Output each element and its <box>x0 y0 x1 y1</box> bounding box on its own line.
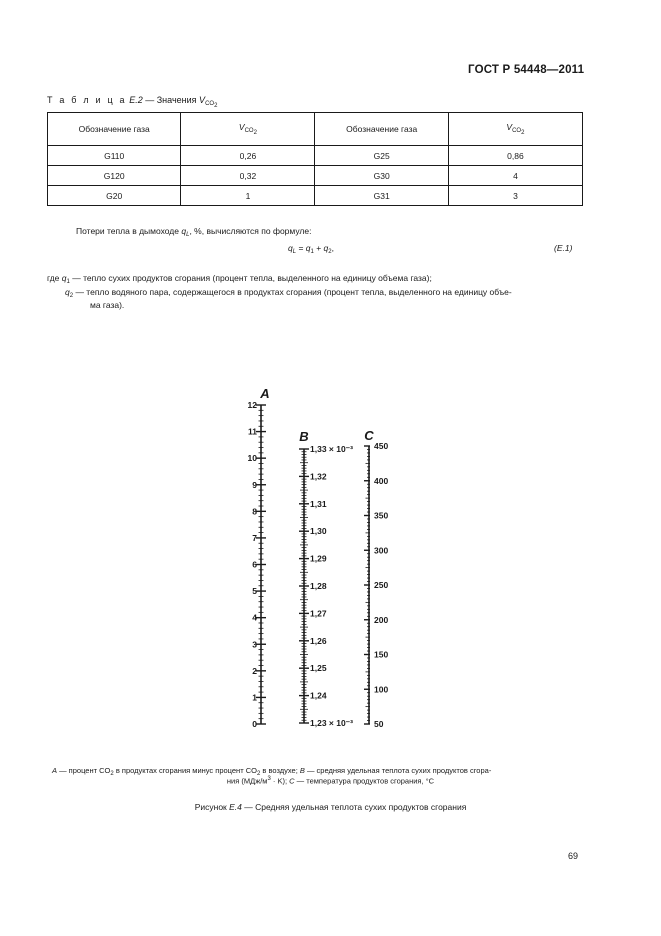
axis-a-label: A <box>260 386 270 401</box>
axis-c-tick-label: 400 <box>374 475 389 486</box>
where1-sub: 1 <box>66 279 70 285</box>
axis-b-tick-label: 1,32 <box>310 471 327 482</box>
legend-a-sub2: 2 <box>256 771 261 777</box>
table-caption-sub-text: CO <box>205 101 215 107</box>
axis-b-tick-label: 1,25 <box>310 663 327 674</box>
legend-b-letter: B <box>299 766 305 775</box>
axis-a-tick-label: 8 <box>252 506 257 517</box>
table-caption-subsub: 2 <box>214 103 218 109</box>
formula-number: (E.1) <box>554 243 573 253</box>
axis-a <box>248 386 270 729</box>
axis-c-tick-label: 200 <box>374 614 389 625</box>
where-line-3: ма газа). <box>90 300 125 310</box>
formula-end: , <box>331 243 334 253</box>
cell-gas1: G20 <box>48 186 181 206</box>
header-v-2-sub-text: CO <box>512 128 522 134</box>
intro-text-a: Потери тепла в дымоходе <box>76 226 182 236</box>
axis-b-tick-label: 1,31 <box>310 498 327 509</box>
legend-line2-b: · K); <box>270 776 290 786</box>
axis-a-tick-label: 6 <box>252 559 257 570</box>
axis-a-tick-label: 0 <box>252 719 257 729</box>
table-caption-text: — Значения <box>145 95 197 105</box>
figure-caption <box>0 802 661 812</box>
formula-t2-sub: 2 <box>328 249 332 255</box>
header-v-2-subsub: 2 <box>521 130 525 136</box>
axis-b-tick-label: 1,33 × 10⁻³ <box>310 444 354 454</box>
figure-caption-prefix: Рисунок <box>194 802 230 812</box>
header-gas-1: Обозначение газа <box>48 113 181 146</box>
axis-b-tick-label: 1,24 <box>310 690 327 701</box>
axis-a-tick-label: 5 <box>252 586 257 597</box>
header-v-2-symbol: V <box>506 122 513 132</box>
cell-v1: 1 <box>181 186 315 206</box>
where1-text: — тепло сухих продуктов сгорания (процент тепла, выделенного на единицу объема газа); <box>69 273 432 283</box>
axis-a-tick-label: 11 <box>248 426 257 437</box>
header-gas-2: Обозначение газа <box>315 113 448 146</box>
axis-a-tick-label: 7 <box>252 532 257 543</box>
header-v-1-subsub: 2 <box>253 130 257 136</box>
legend-a-sub: 2 <box>110 771 114 777</box>
legend-a-text2: в продуктах сгорания минус процент CO <box>113 766 257 775</box>
intro-sub: L <box>186 232 190 238</box>
axis-a-tick-label: 4 <box>252 612 257 623</box>
axis-c-tick-label: 100 <box>374 684 389 695</box>
formula-t1-sub: 1 <box>310 249 314 255</box>
axis-a-tick-label: 12 <box>247 400 257 410</box>
axis-b-label: B <box>299 429 309 444</box>
axis-b-tick-label: 1,30 <box>310 526 327 537</box>
figure-caption-text: — Средняя удельная теплота сухих продуктов сгорания <box>241 802 467 812</box>
legend-line2-a: ния (МДж/м <box>226 776 268 786</box>
axis-b-tick-label: 1,23 × 10⁻³ <box>310 718 354 728</box>
legend-a-text3: в воздухе; <box>260 766 300 775</box>
cell-v2: 0,86 <box>448 146 582 166</box>
header-v-1-symbol: V <box>238 122 245 132</box>
axis-c-tick-label: 150 <box>374 649 389 660</box>
legend-line2-sup: 3 <box>267 776 271 782</box>
axis-c-label: C <box>364 428 374 443</box>
where2-sub: 2 <box>69 293 74 299</box>
table-caption-number: E.2 <box>129 95 143 105</box>
where2-symbol: q <box>65 287 70 297</box>
header-v-1-sub-text: CO <box>244 128 254 134</box>
cell-gas2: G31 <box>315 186 448 206</box>
axis-a-tick-label: 9 <box>252 479 257 490</box>
formula-t2: q <box>323 243 329 253</box>
cell-gas1: G110 <box>48 146 181 166</box>
cell-gas2: G30 <box>315 166 448 186</box>
page-number: 69 <box>568 851 579 861</box>
axis-a-tick-label: 3 <box>252 639 257 650</box>
table-caption-prefix: Т а б л и ц а <box>47 95 127 105</box>
axis-c-tick-label: 350 <box>374 510 389 521</box>
axis-b-tick-label: 1,27 <box>310 608 327 619</box>
axis-b-tick-label: 1,28 <box>310 581 327 591</box>
intro-text-b: , %, вычисляются по формуле: <box>189 226 312 236</box>
where2-text: — тепло водяного пара, содержащегося в продуктах сгорания (процент тепла, выделенного на единицу объе- <box>73 287 512 297</box>
legend-a-letter: A <box>52 766 58 775</box>
table-caption-symbol: V <box>199 95 206 105</box>
formula-plus: + <box>313 243 324 253</box>
formula-t1: q <box>305 243 311 253</box>
cell-v2: 3 <box>448 186 582 206</box>
where-prefix: где <box>47 273 62 283</box>
axis-c-tick-label: 450 <box>374 441 389 451</box>
legend-c-text: — температура продуктов сгорания, °С <box>294 776 435 786</box>
axis-a-tick-label: 2 <box>252 665 257 676</box>
formula-lhs-sub: L <box>292 249 297 255</box>
cell-gas2: G25 <box>315 146 448 166</box>
axis-a-tick-label: 1 <box>252 692 257 703</box>
axis-b-tick-label: 1,29 <box>310 553 327 564</box>
cell-v1: 0,32 <box>181 166 315 186</box>
where1-symbol: q <box>61 273 67 283</box>
legend-b-text: — средняя удельная теплота сухих продуктов сгора- <box>304 766 492 775</box>
figure-legend-line-2 <box>0 776 661 786</box>
axis-b <box>299 429 353 728</box>
legend-a-text: — процент CO <box>57 766 111 775</box>
axis-c <box>364 428 388 729</box>
axis-a-tick-label: 10 <box>247 453 257 464</box>
intro-symbol: q <box>181 226 187 236</box>
formula-lhs: q <box>288 243 293 253</box>
axis-c-tick-label: 250 <box>374 580 389 590</box>
cell-v1: 0,26 <box>181 146 315 166</box>
formula-eq: = <box>296 243 306 253</box>
cell-v2: 4 <box>448 166 582 186</box>
cell-gas1: G120 <box>48 166 181 186</box>
axis-c-tick-label: 50 <box>374 719 384 729</box>
axis-c-tick-label: 300 <box>374 545 389 556</box>
figure-caption-number: E.4 <box>229 802 242 812</box>
legend-c-letter: C <box>289 776 295 786</box>
standard-number: ГОСТ Р 54448—2011 <box>468 64 585 76</box>
axis-b-tick-label: 1,26 <box>310 635 327 646</box>
